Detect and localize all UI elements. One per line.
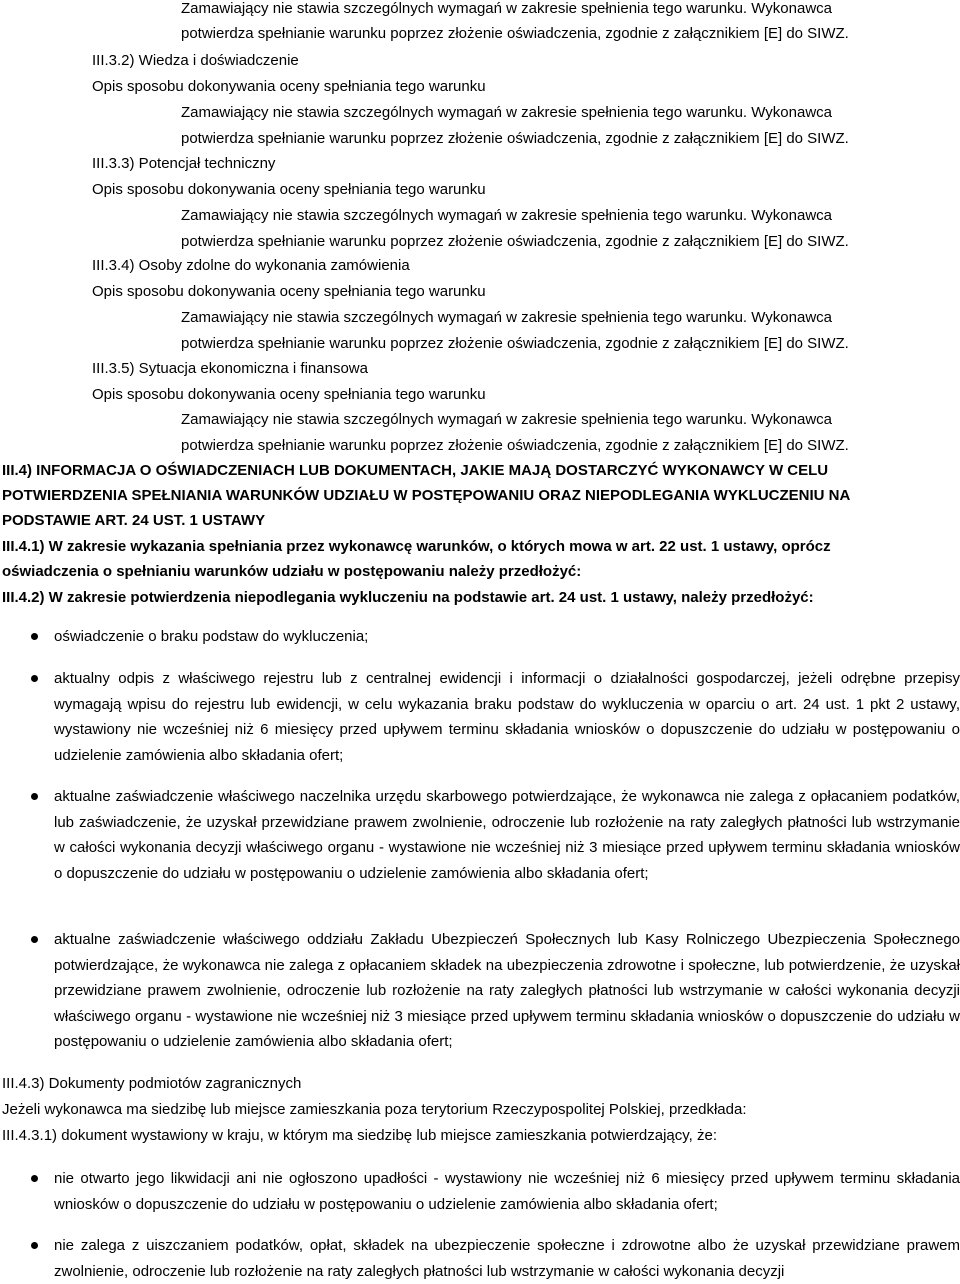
section-heading: III.3.4) Osoby zdolne do wykonania zamówienia [92, 257, 410, 274]
bullet-icon [31, 1242, 38, 1249]
subsection-heading: III.4.1) W zakresie wykazania spełniania przez wykonawcę warunków, o których mowa w art. 22 ust. 1 ustawy, oprócz [2, 538, 831, 555]
subsection-heading: III.4.2) W zakresie potwierdzenia niepodlegania wykluczeniu na podstawie art. 24 ust. 1 ustawy, należy przedłożyć: [2, 589, 814, 606]
requirement-text: Zamawiający nie stawia szczególnych wymagań w zakresie spełnienia tego warunku. Wykonawca [181, 411, 832, 428]
assessment-label: Opis sposobu dokonywania oceny spełniania tego warunku [92, 181, 486, 198]
section-heading: PODSTAWIE ART. 24 UST. 1 USTAWY [2, 512, 266, 529]
subsection-heading: III.4.3) Dokumenty podmiotów zagranicznych [2, 1075, 302, 1092]
requirement-text: potwierdza spełnianie warunku poprzez złożenie oświadczenia, zgodnie z załącznikiem [E] do SIWZ. [181, 437, 849, 454]
assessment-label: Opis sposobu dokonywania oceny spełniania tego warunku [92, 78, 486, 95]
section-heading: III.3.3) Potencjał techniczny [92, 155, 276, 172]
subsection-heading: oświadczenia o spełnianiu warunków udziału w postępowaniu należy przedłożyć: [2, 563, 582, 580]
list-item: nie zalega z uiszczaniem podatków, opłat, składek na ubezpieczenie społeczne i zdrowotne albo że uzyskał przewidziane prawem zwolnienie, odroczenie lub rozłożenie na raty zaległych płatności lub wstrzymanie w całości wykonania decyzji [54, 1237, 960, 1280]
assessment-label: Opis sposobu dokonywania oceny spełniania tego warunku [92, 386, 486, 403]
section-heading: III.3.2) Wiedza i doświadczenie [92, 52, 299, 69]
list-item: nie otwarto jego likwidacji ani nie ogłoszono upadłości - wystawiony nie wcześniej niż 6 miesięcy przed upływem terminu składania wniosków o dopuszczenie do udziału w postępowaniu o udzielenie zamówienia albo składania ofert; [54, 1170, 960, 1213]
list-item: aktualne zaświadczenie właściwego naczelnika urzędu skarbowego potwierdzające, że wykonawca nie zalega z opłacaniem podatków, lub zaświadczenie, że uzyskał przewidziane prawem zwolnienie, odroczenie lub rozłożenie na raty zaległych płatności lub wstrzymanie w całości wykonania decyzji właściwego organu - wystawione nie wcześniej niż 3 miesiące przed upływem terminu składania wniosków o dopuszczenie do udziału w postępowaniu o udzielenie zamówienia albo składania ofert; [54, 788, 960, 882]
section-heading: III.4) INFORMACJA O OŚWIADCZENIACH LUB DOKUMENTACH, JAKIE MAJĄ DOSTARCZYĆ WYKONAWCY W CELU [2, 462, 829, 479]
requirement-text: potwierdza spełnianie warunku poprzez złożenie oświadczenia, zgodnie z załącznikiem [E] do SIWZ. [181, 335, 849, 352]
bullet-icon [31, 936, 38, 943]
paragraph: Jeżeli wykonawca ma siedzibę lub miejsce zamieszkania poza terytorium Rzeczypospolitej Polskiej, przedkłada: [2, 1101, 747, 1118]
bullet-icon [31, 793, 38, 800]
bullet-icon [31, 675, 38, 682]
assessment-label: Opis sposobu dokonywania oceny spełniania tego warunku [92, 283, 486, 300]
list-item: aktualny odpis z właściwego rejestru lub z centralnej ewidencji i informacji o działalności gospodarczej, jeżeli odrębne przepisy wymagają wpisu do rejestru lub ewidencji, w celu wykazania braku podstaw do wykluczenia w oparciu o art. 24 ust. 1 pkt 2 ustawy, wystawiony nie wcześniej niż 6 miesięcy przed upływem terminu składania wniosków o dopuszczenie do udziału w postępowaniu o udzielenie zamówienia albo składania ofert; [54, 670, 960, 764]
section-heading: POTWIERDZENIA SPEŁNIANIA WARUNKÓW UDZIAŁU W POSTĘPOWANIU ORAZ NIEPODLEGANIA WYKLUCZENIU NA [2, 487, 851, 504]
requirement-text: Zamawiający nie stawia szczególnych wymagań w zakresie spełnienia tego warunku. Wykonawca [181, 207, 832, 224]
requirement-text: potwierdza spełnianie warunku poprzez złożenie oświadczenia, zgodnie z załącznikiem [E] do SIWZ. [181, 130, 849, 147]
list-item: oświadczenie o braku podstaw do wykluczenia; [54, 628, 369, 645]
bullet-icon [31, 633, 38, 640]
bullet-icon [31, 1175, 38, 1182]
requirement-text: Zamawiający nie stawia szczególnych wymagań w zakresie spełnienia tego warunku. Wykonawca [181, 309, 832, 326]
subsection-heading: III.4.3.1) dokument wystawiony w kraju, w którym ma siedzibę lub miejsce zamieszkania potwierdzający, że: [2, 1127, 717, 1144]
requirement-text: potwierdza spełnianie warunku poprzez złożenie oświadczenia, zgodnie z załącznikiem [E] do SIWZ. [181, 233, 849, 250]
list-item: aktualne zaświadczenie właściwego oddziału Zakładu Ubezpieczeń Społecznych lub Kasy Rolniczego Ubezpieczenia Społecznego potwierdzające, że wykonawca nie zalega z opłacaniem składek na ubezpieczenia zdrowotne i społeczne, lub potwierdzenie, że uzyskał przewidziane prawem zwolnienie, odroczenie lub rozłożenie na raty zaległych płatności lub wstrzymanie w całości wykonania decyzji właściwego organu - wystawione nie wcześniej niż 3 miesiące przed upływem terminu składania wniosków o dopuszczenie do udziału w postępowaniu o udzielenie zamówienia albo składania ofert; [54, 931, 960, 1051]
section-heading: III.3.5) Sytuacja ekonomiczna i finansowa [92, 360, 368, 377]
requirement-text: potwierdza spełnianie warunku poprzez złożenie oświadczenia, zgodnie z załącznikiem [E] do SIWZ. [181, 25, 849, 42]
requirement-text: Zamawiający nie stawia szczególnych wymagań w zakresie spełnienia tego warunku. Wykonawca [181, 104, 832, 121]
requirement-text: Zamawiający nie stawia szczególnych wymagań w zakresie spełnienia tego warunku. Wykonawca [181, 0, 832, 17]
